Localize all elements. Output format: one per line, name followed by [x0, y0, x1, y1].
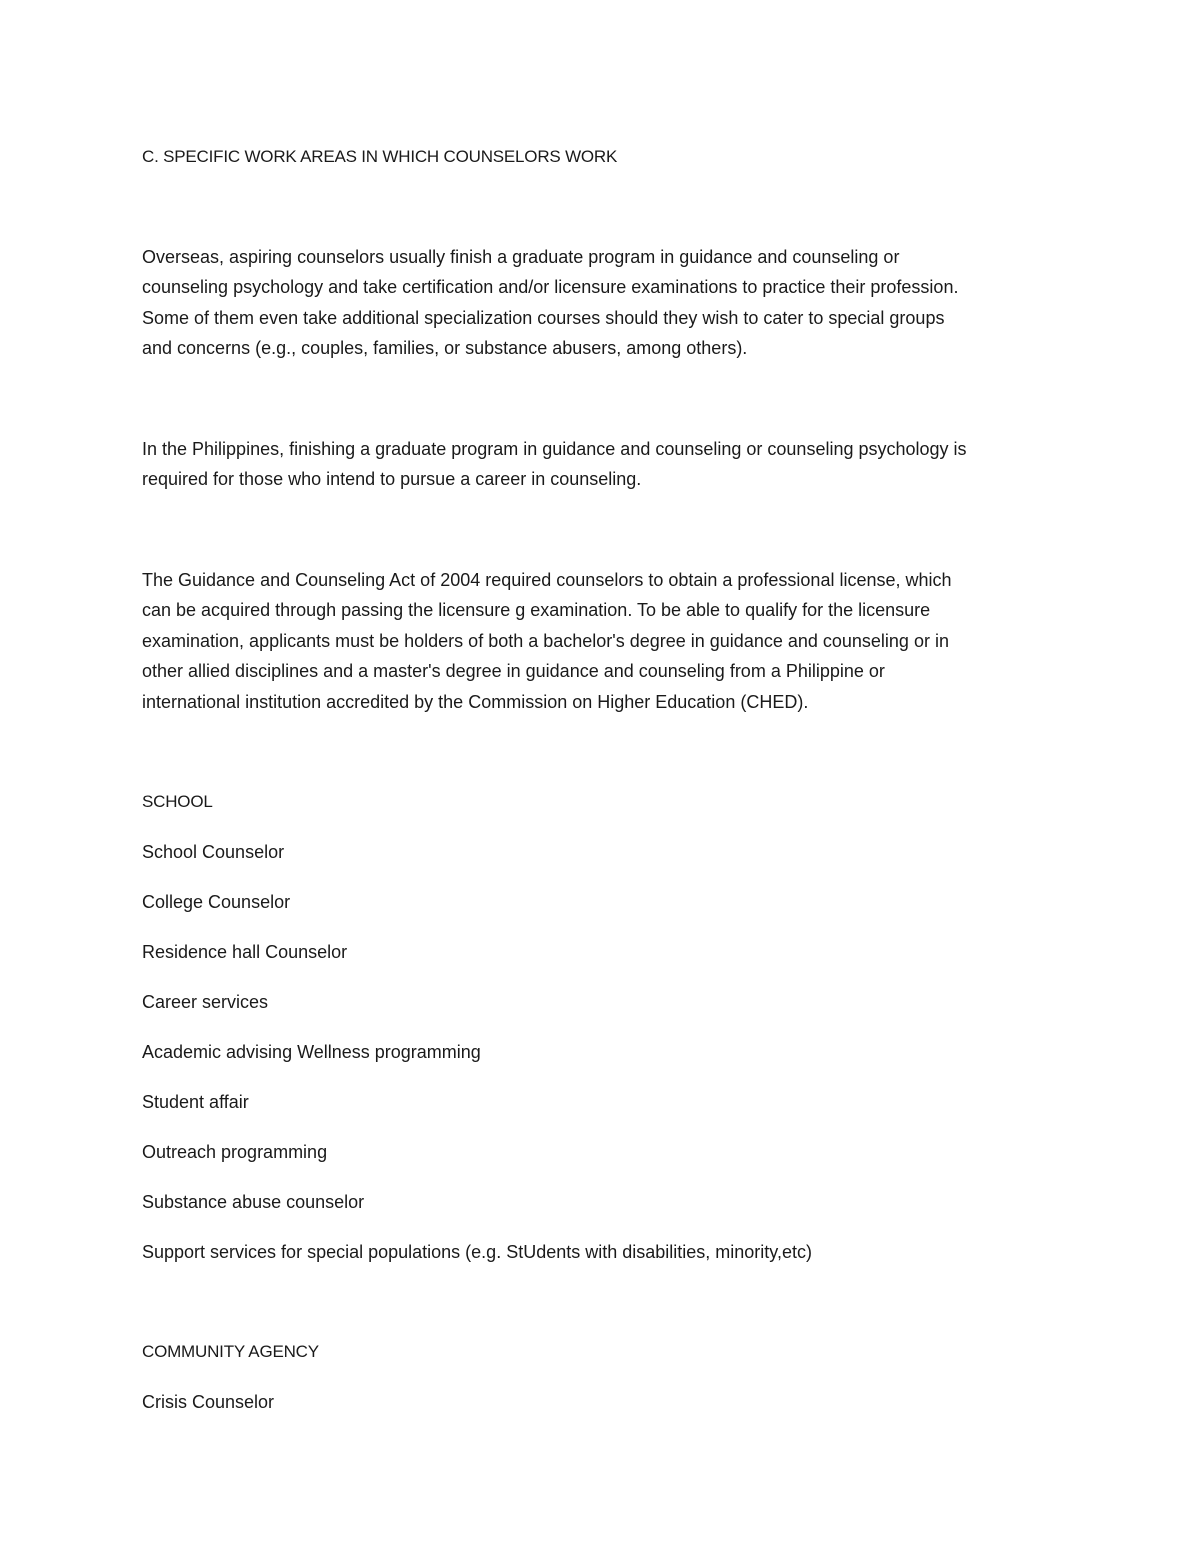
- section-community-agency: [142, 1337, 1062, 1437]
- list-item: Outreach programming: [142, 1142, 328, 1162]
- spacer: [142, 717, 1062, 787]
- paragraph-line: and concerns (e.g., couples, families, or substance abusers, among others).: [142, 338, 748, 358]
- paragraph-line: Overseas, aspiring counselors usually finish a graduate program in guidance and counseling or: [142, 246, 900, 267]
- list-item: Support services for special populations (e.g. StUdents with disabilities, minority,etc): [142, 1242, 812, 1262]
- spacer: [142, 173, 1062, 242]
- list-item: Residence hall Counselor: [142, 942, 348, 962]
- paragraph-line: examination, applicants must be holders of both a bachelor's degree in guidance and counseling or in: [142, 630, 949, 651]
- section-title-community-agency: COMMUNITY AGENCY: [142, 1342, 319, 1361]
- document-heading: C. SPECIFIC WORK AREAS IN WHICH COUNSELORS WORK: [142, 147, 618, 166]
- list-item: College Counselor: [142, 892, 291, 912]
- paragraph-line: other allied disciplines and a master's degree in guidance and counseling from a Philippine or: [142, 661, 885, 681]
- list-item: Academic advising Wellness programming: [142, 1042, 481, 1062]
- list-item: Crisis Counselor: [142, 1392, 275, 1412]
- paragraph-line: counseling psychology and take certification and/or licensure examinations to practice their profession.: [142, 277, 959, 297]
- spacer: [142, 495, 1062, 565]
- section-title-school: SCHOOL: [142, 792, 213, 811]
- paragraph-act-2004: [142, 565, 1062, 718]
- list-item: Student affair: [142, 1092, 249, 1112]
- paragraph-philippines: [142, 434, 1062, 495]
- list-item: Substance abuse counselor: [142, 1192, 365, 1212]
- document-body: [142, 142, 1062, 1437]
- paragraph-line: Some of them even take additional specialization courses should they wish to cater to special groups: [142, 307, 945, 328]
- paragraph-overseas: [142, 242, 1062, 364]
- paragraph-line: international institution accredited by the Commission on Higher Education (CHED).: [142, 691, 809, 712]
- list-item: School Counselor: [142, 842, 285, 862]
- paragraph-line: required for those who intend to pursue a career in counseling.: [142, 469, 642, 489]
- paragraph-line: The Guidance and Counseling Act of 2004 required counselors to obtain a professional license, which: [142, 569, 952, 590]
- spacer: [142, 364, 1062, 434]
- paragraph-line: In the Philippines, finishing a graduate program in guidance and counseling or counseling psychology is: [142, 438, 967, 459]
- spacer: [142, 1287, 1062, 1337]
- section-school: [142, 787, 1062, 1287]
- list-item: Career services: [142, 992, 269, 1012]
- paragraph-line: can be acquired through passing the licensure g examination. To be able to qualify for the licensure: [142, 600, 931, 620]
